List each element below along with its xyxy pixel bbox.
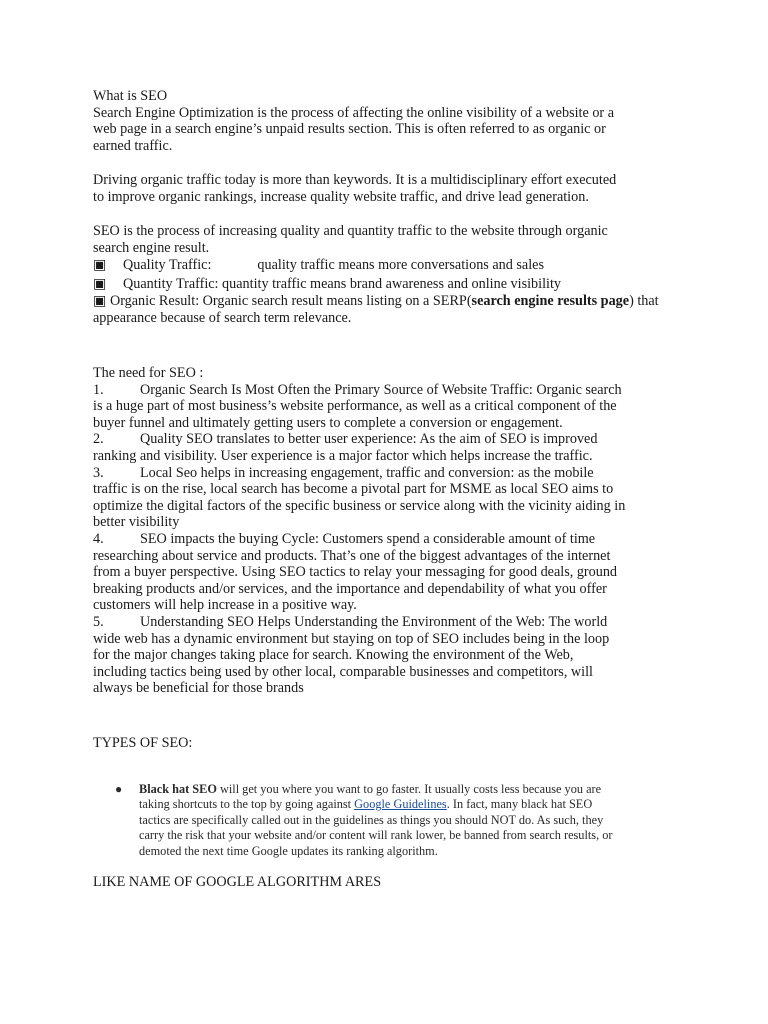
bullet-icon: ●	[115, 782, 123, 796]
need-item-line: always be beneficial for those brands	[93, 680, 304, 697]
item-text: Organic Search Is Most Often the Primary Source of Website Traffic: Organic search	[140, 381, 622, 398]
need-item-line	[93, 614, 683, 631]
item-text: SEO impacts the buying Cycle: Customers spend a considerable amount of time	[140, 530, 596, 547]
footer-line: LIKE NAME OF GOOGLE ALGORITHM ARES	[93, 874, 382, 890]
item-text: Understanding SEO Helps Understanding the Environment of the Web: The world	[140, 613, 608, 630]
need-item-line	[93, 382, 683, 399]
checkbox-icon: ▣	[93, 257, 107, 274]
checkbox-icon: ▣	[93, 275, 107, 292]
need-item-line: buyer funnel and ultimately getting users to complete a conversion or engagement.	[93, 414, 563, 431]
need-list	[93, 382, 683, 697]
need-item-line: wide web has a dynamic environment but staying on top of SEO includes being in the loop	[93, 630, 610, 647]
item-number: 5.	[93, 613, 104, 630]
paragraph-line: to improve organic rankings, increase quality website traffic, and drive lead generation.	[93, 188, 589, 205]
intro-line: web page in a search engine’s unpaid results section. This is often referred to as organic or	[93, 121, 606, 138]
need-item-line: ranking and visibility. User experience is a major factor which helps increase the traffic.	[93, 447, 593, 464]
need-item-line: better visibility	[93, 514, 180, 531]
paragraph-line: SEO is the process of increasing quality and quantity traffic to the website through organic	[93, 223, 608, 239]
checkbox-icon: ▣	[93, 293, 107, 310]
quantity-text: Quantity Traffic: quantity traffic means brand awareness and online visibility	[123, 275, 562, 292]
need-item-line: for the major changes taking place for search. Knowing the environment of the Web,	[93, 647, 574, 664]
driving-paragraph	[93, 172, 683, 205]
types-heading: TYPES OF SEO:	[93, 735, 193, 751]
page-title: What is SEO	[93, 88, 168, 104]
need-item-line: from a buyer perspective. Using SEO tactics to relay your messaging for good deals, ground	[93, 564, 618, 581]
need-item-line	[93, 465, 683, 482]
organic-bold: search engine results page	[471, 293, 630, 310]
intro-line: earned traffic.	[93, 137, 173, 154]
organic-result-item	[93, 293, 683, 326]
need-item-line: including tactics being used by other local, comparable businesses and competitors, will	[93, 663, 593, 680]
need-item-line	[93, 431, 683, 448]
organic-post: ) that appearance because of search term relevance.	[93, 293, 659, 326]
need-heading: The need for SEO :	[93, 365, 204, 381]
need-item-line: breaking products and/or services, and the importance and dependability of what you offer	[93, 580, 607, 597]
quality-traffic-item	[93, 257, 683, 274]
item-text: Local Seo helps in increasing engagement, traffic and conversion: as the mobile	[140, 464, 594, 481]
organic-pre: Organic Result: Organic search result means listing on a SERP(	[109, 293, 472, 310]
intro-line: Search Engine Optimization is the process of affecting the online visibility of a website or a	[93, 104, 614, 121]
black-hat-text: Black hat SEO will get you where you want to go faster. It usually costs less because you are taking shortcuts to the top by going against Google Guidelines. In fact, many black hat SEO tactics are specifically called out in the guidelines as things you should NOT do. As such, they carry the risk that your website and/or content will rank lower, be banned from search results, or demoted the next time Google updates its ranking algorithm.	[139, 782, 613, 858]
need-item-line	[93, 531, 683, 548]
paragraph-line: Driving organic traffic today is more than keywords. It is a multidisciplinary effort executed	[93, 172, 617, 188]
need-item-line: traffic is on the rise, local search has become a pivotal part for MSME as local SEO aims to	[93, 481, 614, 498]
quality-label: Quality Traffic:	[123, 257, 212, 274]
need-item-line: is a huge part of most business’s website performance, as well as a critical component of the	[93, 398, 617, 415]
black-hat-title: Black hat SEO	[139, 782, 217, 796]
item-number: 1.	[93, 381, 104, 398]
need-item-line: researching about service and products. That’s one of the biggest advantages of the internet	[93, 547, 611, 564]
process-section	[93, 223, 683, 327]
item-number: 3.	[93, 464, 104, 481]
need-item-line: optimize the digital factors of the specific business or service along with the vicinity aiding in	[93, 497, 626, 514]
quality-desc: quality traffic means more conversations and sales	[257, 257, 544, 274]
item-number: 2.	[93, 431, 104, 448]
paragraph-line: search engine result.	[93, 239, 210, 256]
intro-section	[93, 88, 683, 154]
quantity-traffic-item	[93, 276, 683, 293]
item-text: Quality SEO translates to better user experience: As the aim of SEO is improved	[140, 431, 598, 448]
item-number: 4.	[93, 530, 104, 547]
need-item-line: customers will help increase in a positive way.	[93, 597, 357, 614]
need-section	[93, 365, 683, 697]
google-guidelines-link[interactable]: Google Guidelines	[354, 797, 447, 812]
